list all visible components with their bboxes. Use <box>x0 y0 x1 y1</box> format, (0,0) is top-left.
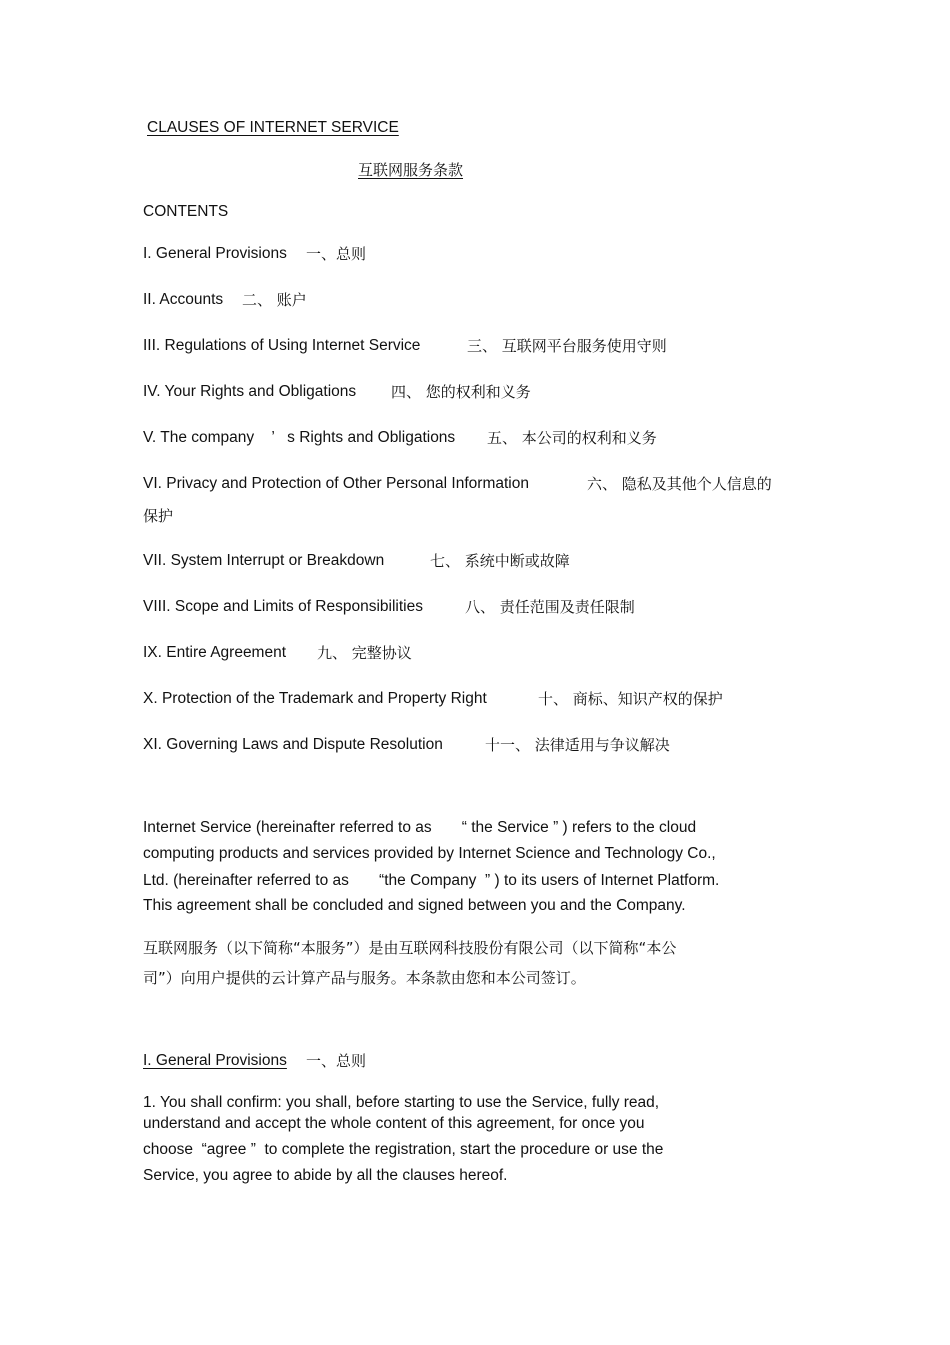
toc-item <box>143 551 570 571</box>
toc-item-en: VII. System Interrupt or Breakdown <box>143 552 385 569</box>
contents-label: CONTENTS <box>143 203 229 220</box>
toc-item-cn: 四、 您的权利和义务 <box>391 383 531 401</box>
toc-item <box>143 428 657 448</box>
text-line: Internet Service (hereinafter referred to as “ the Service ” ) refers to the cloud <box>143 819 697 836</box>
text-line: 互联网服务（以下简称“本服务”）是由互联网科技股份有限公司（以下简称“本公 <box>143 939 677 957</box>
section-heading-cn: 一、总则 <box>306 1052 367 1070</box>
toc-item-cn: 九、 完整协议 <box>317 644 412 662</box>
section-heading-en: I. General Provisions <box>143 1052 287 1069</box>
text-line: understand and accept the whole content of this agreement, for once you <box>143 1115 645 1132</box>
toc-item <box>143 689 723 709</box>
toc-item-cn: 十一、 法律适用与争议解决 <box>485 736 670 754</box>
toc-item-cn-continued: 保护 <box>143 507 174 525</box>
document-title-cn: 互联网服务条款 <box>358 161 464 179</box>
toc-item-en: III. Regulations of Using Internet Service <box>143 337 421 354</box>
section-heading <box>143 1051 367 1071</box>
toc-item-en: XI. Governing Laws and Dispute Resolution <box>143 736 443 753</box>
text-line: Ltd. (hereinafter referred to as “the Company ” ) to its users of Internet Platform. <box>143 872 720 889</box>
toc-item <box>143 244 367 264</box>
text-line: 司”）向用户提供的云计算产品与服务。本条款由您和本公司签订。 <box>143 969 586 987</box>
text-line: 1. You shall confirm: you shall, before starting to use the Service, fully read, <box>143 1094 660 1111</box>
toc-item-en: VIII. Scope and Limits of Responsibilities <box>143 598 423 615</box>
toc-item-cn: 六、 隐私及其他个人信息的 <box>587 475 772 493</box>
toc-item-cn: 八、 责任范围及责任限制 <box>465 598 635 616</box>
toc-item <box>143 474 772 494</box>
toc-item-en: X. Protection of the Trademark and Property Right <box>143 690 487 707</box>
toc-item-cn: 七、 系统中断或故障 <box>430 552 570 570</box>
toc-item-cn: 三、 互联网平台服务使用守则 <box>467 337 667 355</box>
toc-item <box>143 735 670 755</box>
toc-item-cn: 一、总则 <box>306 245 367 263</box>
toc-item-cn: 二、 账户 <box>242 291 307 309</box>
toc-item <box>143 382 531 402</box>
toc-item-cn: 十、 商标、知识产权的保护 <box>538 690 723 708</box>
document-title-en: CLAUSES OF INTERNET SERVICE <box>147 119 399 136</box>
text-line: Service, you agree to abide by all the clauses hereof. <box>143 1167 508 1184</box>
toc-item <box>143 290 307 310</box>
toc-item-en: II. Accounts <box>143 291 224 308</box>
toc-item-en: IX. Entire Agreement <box>143 644 287 661</box>
text-line: computing products and services provided by Internet Science and Technology Co., <box>143 845 716 862</box>
text-line: choose “agree ” to complete the registration, start the procedure or use the <box>143 1141 664 1158</box>
text-line: This agreement shall be concluded and signed between you and the Company. <box>143 897 686 914</box>
toc-item <box>143 643 412 663</box>
toc-item-en: IV. Your Rights and Obligations <box>143 383 357 400</box>
toc-item-cn: 五、 本公司的权利和义务 <box>487 429 657 447</box>
toc-item-en: V. The company ’ s Rights and Obligations <box>143 429 456 446</box>
toc-item <box>143 336 667 356</box>
toc-item-en: I. General Provisions <box>143 245 287 262</box>
toc-item-en: VI. Privacy and Protection of Other Personal Information <box>143 475 529 492</box>
toc-item <box>143 597 635 617</box>
